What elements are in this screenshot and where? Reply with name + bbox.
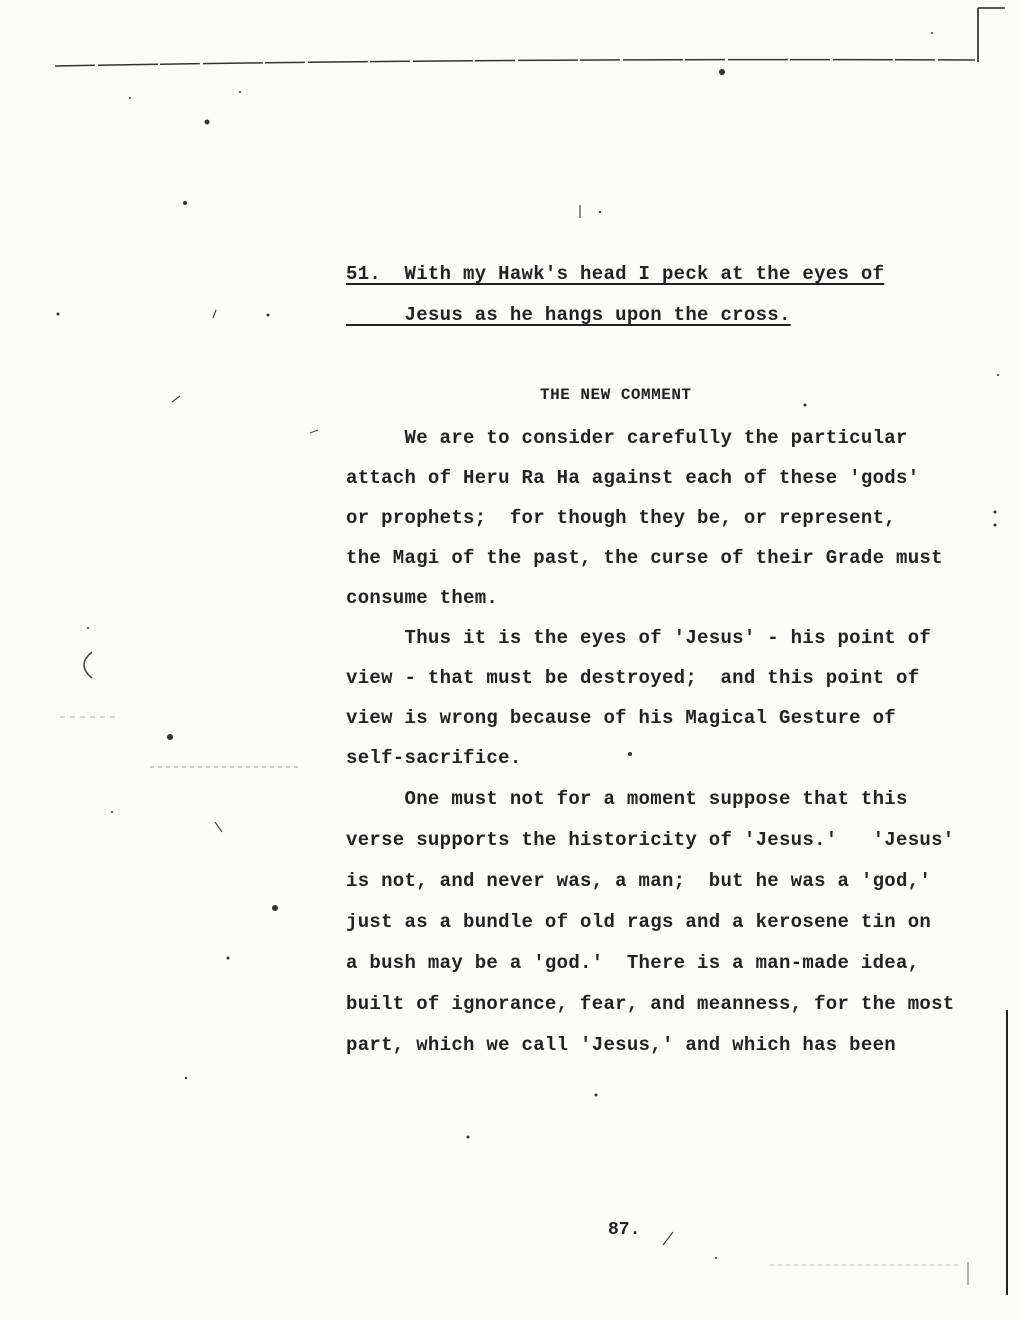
comment-line-8: view is wrong because of his Magical Gesture of (346, 707, 896, 729)
verse-line-1: 51. With my Hawk's head I peck at the eyes of (346, 263, 885, 285)
comment-line-3: or prophets; for though they be, or represent, (346, 507, 896, 529)
comment-line-1: We are to consider carefully the particular (346, 427, 908, 449)
comment-line-12: is not, and never was, a man; but he was a 'god,' (346, 870, 932, 892)
comment-line-2: attach of Heru Ra Ha against each of these 'gods' (346, 467, 920, 489)
comment-line-13: just as a bundle of old rags and a kerosene tin on (346, 911, 932, 933)
comment-line-4: the Magi of the past, the curse of their Grade must (346, 547, 943, 569)
comment-line-16: part, which we call 'Jesus,' and which has been (346, 1034, 896, 1056)
comment-line-7: view - that must be destroyed; and this point of (346, 667, 920, 689)
comment-line-11: verse supports the historicity of 'Jesus.' 'Jesus' (346, 829, 955, 851)
comment-line-9: self-sacrifice. (346, 747, 522, 769)
comment-heading: THE NEW COMMENT (540, 386, 692, 404)
comment-line-15: built of ignorance, fear, and meanness, for the most (346, 993, 955, 1015)
comment-line-10: One must not for a moment suppose that this (346, 788, 908, 810)
verse-line-2: Jesus as he hangs upon the cross. (346, 304, 791, 326)
comment-line-5: consume them. (346, 587, 499, 609)
page-number: 87. (608, 1220, 641, 1240)
comment-line-6: Thus it is the eyes of 'Jesus' - his point of (346, 627, 932, 649)
comment-line-14: a bush may be a 'god.' There is a man-made idea, (346, 952, 920, 974)
